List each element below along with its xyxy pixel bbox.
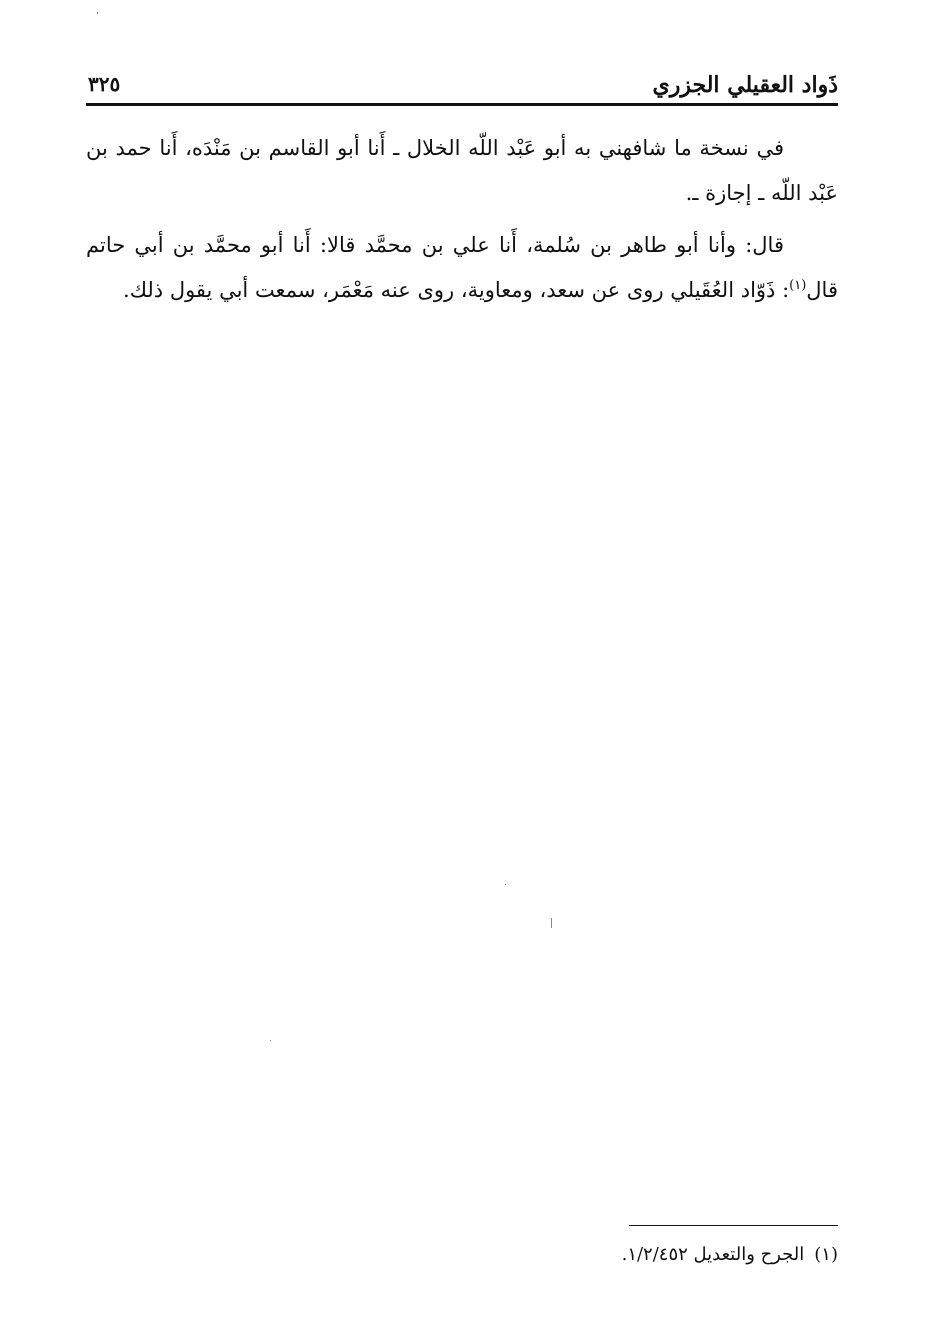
paragraph-1-text: في نسخة ما شافهني به أبو عَبْد اللّه الخلال ـ أَنا أبو القاسم بن مَنْدَه، أَنا حمد بن عَبْد اللّه ـ إجازة ـ.: [86, 136, 838, 205]
footnote-divider: [629, 1225, 838, 1226]
scan-speck: [551, 918, 552, 928]
footnote: [440, 1240, 838, 1270]
header-divider: [86, 103, 838, 106]
footnote-reference[interactable]: (١): [789, 278, 807, 293]
scan-speck: [505, 884, 506, 885]
paragraph-1: [86, 126, 838, 216]
scan-speck: [97, 12, 98, 14]
running-header-title: ذَواد العقيلي الجزري: [652, 72, 838, 98]
footnote-marker: (١): [814, 1244, 838, 1265]
running-header: [86, 66, 838, 106]
main-text: [86, 126, 838, 320]
page-number: ٣٢٥: [88, 72, 121, 96]
footnote-text: الجرح والتعديل ١/٢/٤٥٢.: [621, 1244, 805, 1265]
paragraph-2: [86, 223, 838, 313]
paragraph-2-text-end: : ذَوّاد العُقَيلي روى عن سعد، ومعاوية، روى عنه مَعْمَر، سمعت أبي يقول ذلك.: [123, 278, 790, 302]
paragraph-2-text-start: قال: وأنا أبو طاهر بن سُلمة، أَنا علي بن محمَّد قالا: أَنا أبو محمَّد بن أبي حاتم قال: [86, 233, 838, 302]
scan-speck: [270, 1040, 271, 1041]
